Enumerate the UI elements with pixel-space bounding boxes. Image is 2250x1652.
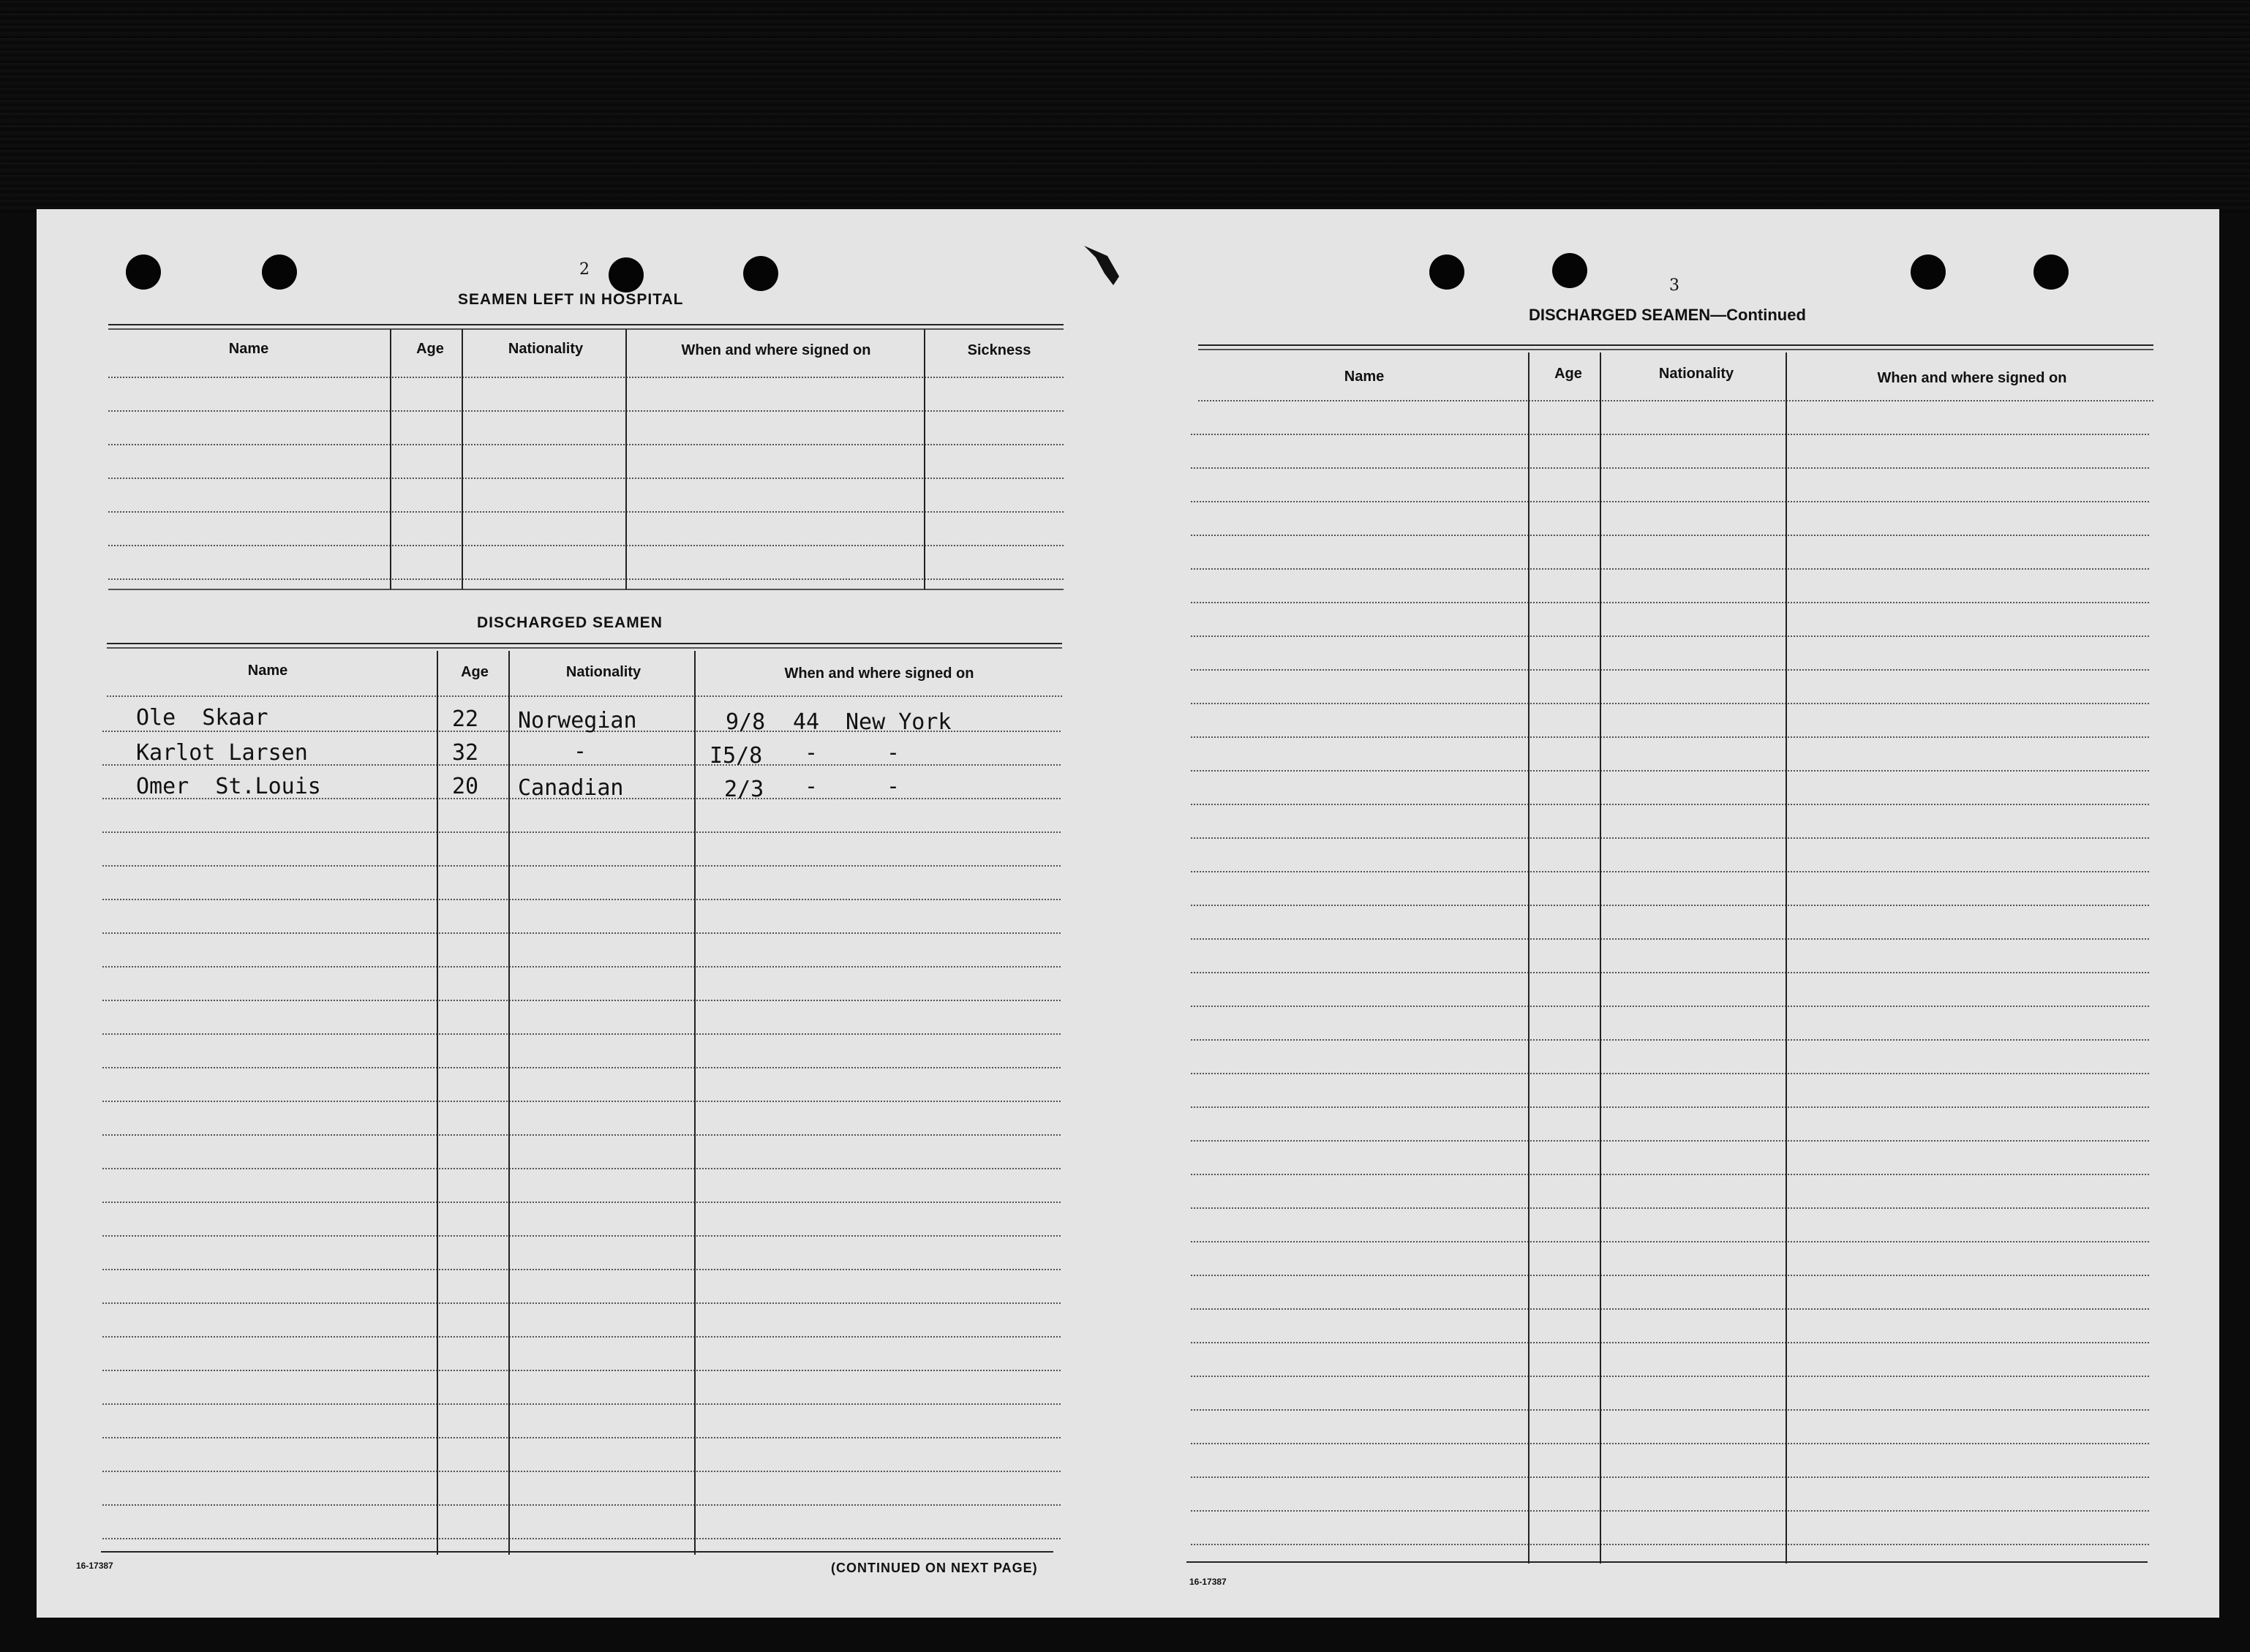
entry-age: 20 [452,774,479,799]
discharged-section-title: DISCHARGED SEAMEN [477,614,663,631]
hospital-section-title: SEAMEN LEFT IN HOSPITAL [458,291,684,308]
entry-place: - [887,774,900,799]
entry-year: - [805,774,819,799]
right-page-title: DISCHARGED SEAMEN—Continued [1529,306,1806,324]
paper-tear-mark [1084,246,1119,285]
hospital-header-sickness: Sickness [967,342,1031,358]
entry-nationality: - [573,739,587,764]
discharged-header-age: Age [461,664,489,680]
entry-year: - [805,740,819,766]
entry-date: 2/3 [724,777,764,802]
right-header-age: Age [1554,366,1582,382]
hospital-header-nationality: Nationality [508,341,584,357]
entry-year: 44 [793,709,820,735]
entry-name: Ole Skaar [136,705,268,731]
discharged-header-signed-on: When and where signed on [784,665,974,682]
form-number-left: 16-17387 [76,1561,113,1571]
entry-place: New York [846,709,952,735]
entry-name: Omer St.Louis [136,774,321,799]
entry-date: I5/8 [710,743,763,769]
page-number-left: 2 [579,260,590,279]
entry-age: 32 [452,740,479,766]
right-header-name: Name [1344,369,1385,385]
entry-age: 22 [452,706,479,732]
entry-nationality: Norwegian [518,708,637,733]
entry-nationality: Canadian [518,775,624,801]
form-number-right: 16-17387 [1189,1577,1227,1587]
hospital-header-name: Name [228,341,269,357]
entry-name: Karlot Larsen [136,740,308,766]
page-number-right: 3 [1669,276,1679,295]
entry-place: - [887,740,900,766]
entry-date: 9/8 [726,709,766,735]
discharged-header-name: Name [247,663,288,679]
hospital-header-age: Age [416,341,444,357]
hospital-header-signed-on: When and where signed on [681,342,871,358]
right-header-signed-on: When and where signed on [1877,370,2067,386]
continued-note: (CONTINUED ON NEXT PAGE) [831,1561,1038,1575]
discharged-header-nationality: Nationality [565,664,641,680]
right-header-nationality: Nationality [1658,366,1734,382]
